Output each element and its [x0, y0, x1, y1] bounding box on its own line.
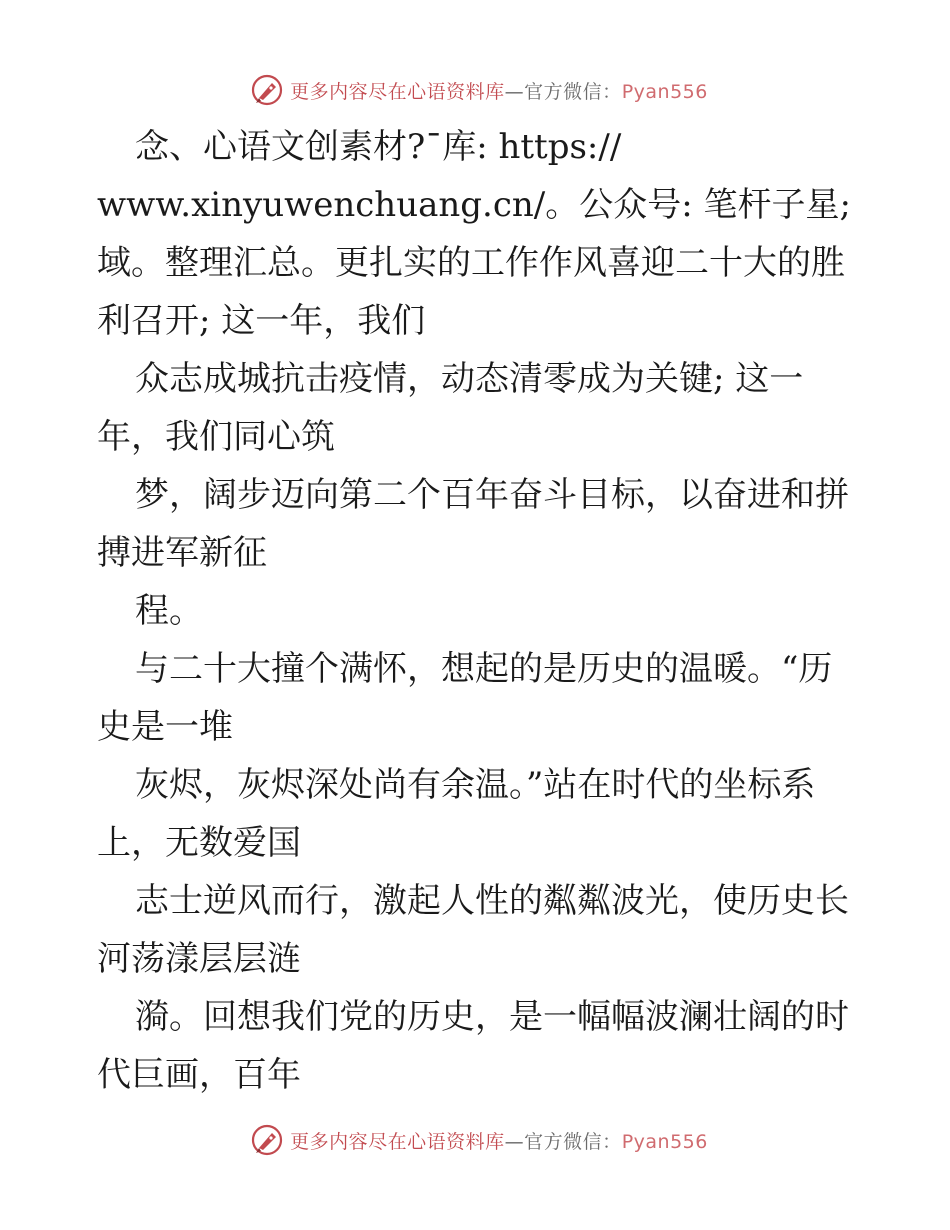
text-line: 志士逆风而行，激起人性的粼粼波光，使历史长: [135, 881, 849, 921]
banner-text: 更多内容尽在心语资料库—官方微信：Pyan556: [290, 1130, 708, 1153]
text-line: 河荡漾层层涟: [97, 939, 301, 979]
text-line: 梦，阔步迈向第二个百年奋斗目标，以奋进和拼: [135, 475, 849, 515]
text-line: 代巨画，百年: [97, 1055, 301, 1095]
pen-nib-circle-icon: [250, 73, 284, 107]
text-line: www.xinyuwenchuang.cn/。公众号: 笔杆子星;: [97, 185, 851, 225]
footer-banner: [0, 1120, 950, 1160]
text-line: 上，无数爱国: [97, 823, 301, 863]
text-line: 史是一堆: [97, 707, 233, 747]
text-line: 众志成城抗击疫情，动态清零成为关键; 这一: [135, 359, 804, 399]
pen-nib-circle-icon: [250, 1123, 284, 1157]
text-line: 程。: [135, 591, 203, 631]
text-line: 念、心语文创素材?¯库: https://: [135, 127, 622, 167]
text-line: 搏进军新征: [97, 533, 267, 573]
text-line: 利召开; 这一年，我们: [97, 301, 426, 341]
document-body: [97, 118, 857, 1104]
text-line: 漪。回想我们党的历史，是一幅幅波澜壮阔的时: [135, 997, 849, 1037]
text-line: 域。整理汇总。更扎实的工作作风喜迎二十大的胜: [97, 243, 845, 283]
text-line: 与二十大撞个满怀，想起的是历史的温暖。“历: [135, 649, 833, 689]
banner-text: 更多内容尽在心语资料库—官方微信：Pyan556: [290, 80, 708, 103]
text-line: 灰烬，灰烬深处尚有余温。”站在时代的坐标系: [135, 765, 816, 805]
text-line: 年，我们同心筑: [97, 417, 335, 457]
header-banner: [0, 70, 950, 110]
